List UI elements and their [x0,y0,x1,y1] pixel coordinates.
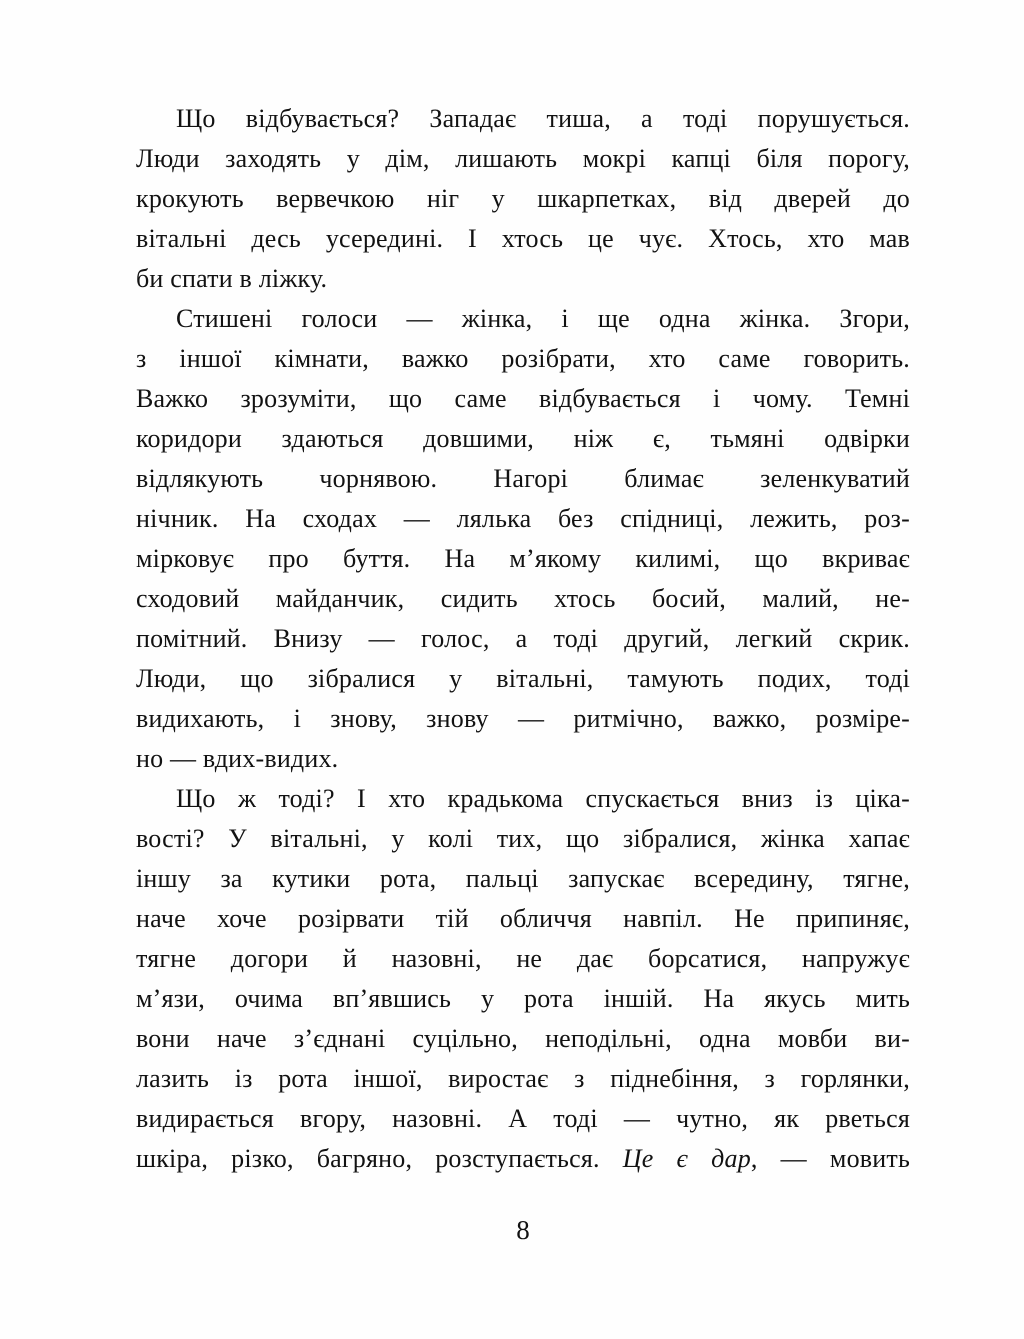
text-line [136,1139,910,1179]
text-line: тягне догори й назовні, не дає борсатися, напружує [136,944,910,973]
text-line: но — вдих-видих. [136,744,339,773]
paragraph [136,779,910,1179]
text-line: Стишені голоси — жінка, і ще одна жінка. Згори, [176,304,910,333]
text-line: би спати в ліжку. [136,264,328,293]
text-line: вітальні десь усередині. І хтось це чує. Хтось, хто мав [136,224,910,253]
text-line: відлякують чорнявою. Нагорі блимає зеленкуватий [136,464,910,493]
text-line: лазить із рота іншої, виростає з піднебіння, з горлянки, [136,1064,910,1093]
text-line: Що відбувається? Западає тиша, а тоді порушується. [176,104,910,133]
text-segment: , — мовить [750,1144,910,1173]
text-line: іншу за кутики рота, пальці запускає всередину, тягне, [136,864,910,893]
text-block [136,99,910,1179]
text-line: з іншої кімнати, важко розібрати, хто саме говорить. [136,344,910,373]
text-line: наче хоче розірвати тій обличчя навпіл. Не припиняє, [136,904,910,933]
page-number: 8 [516,1215,530,1245]
text-line: помітний. Внизу — голос, а тоді другий, легкий скрик. [136,624,910,653]
text-line: вони наче з’єднані суцільно, неподільні, одна мовби ви- [136,1024,910,1053]
text-line: м’язи, очима вп’явшись у рота іншій. На якусь мить [136,984,910,1013]
paragraph [136,299,910,779]
text-segment: шкіра, різко, багряно, розступається. [136,1144,623,1173]
text-line: Що ж тоді? І хто крадькома спускається вниз із ціка- [176,784,910,813]
text-line: крокують вервечкою ніг у шкарпетках, від дверей до [136,184,910,213]
paragraph [136,99,910,299]
text-line: нічник. На сходах — лялька без спідниці, лежить, роз- [136,504,910,533]
text-line: вості? У вітальні, у колі тих, що зібралися, жінка хапає [136,824,910,853]
text-line: Люди заходять у дім, лишають мокрі капці біля порогу, [136,144,910,173]
text-line: мірковує про буття. На м’якому килимі, що вкриває [136,544,910,573]
text-line: видирається вгору, назовні. А тоді — чутно, як рветься [136,1104,910,1133]
text-line: Важко зрозуміти, що саме відбувається і чому. Темні [136,384,910,413]
italic-phrase: Це є дар [622,1144,751,1173]
text-line: сходовий майданчик, сидить хтось босий, малий, не- [136,584,910,613]
text-line: видихають, і знову, знову — ритмічно, важко, розміре- [136,704,910,733]
text-line: коридори здаються довшими, ніж є, тьмяні одвірки [136,424,910,453]
text-line: Люди, що зібралися у вітальні, тамують подих, тоді [136,664,910,693]
